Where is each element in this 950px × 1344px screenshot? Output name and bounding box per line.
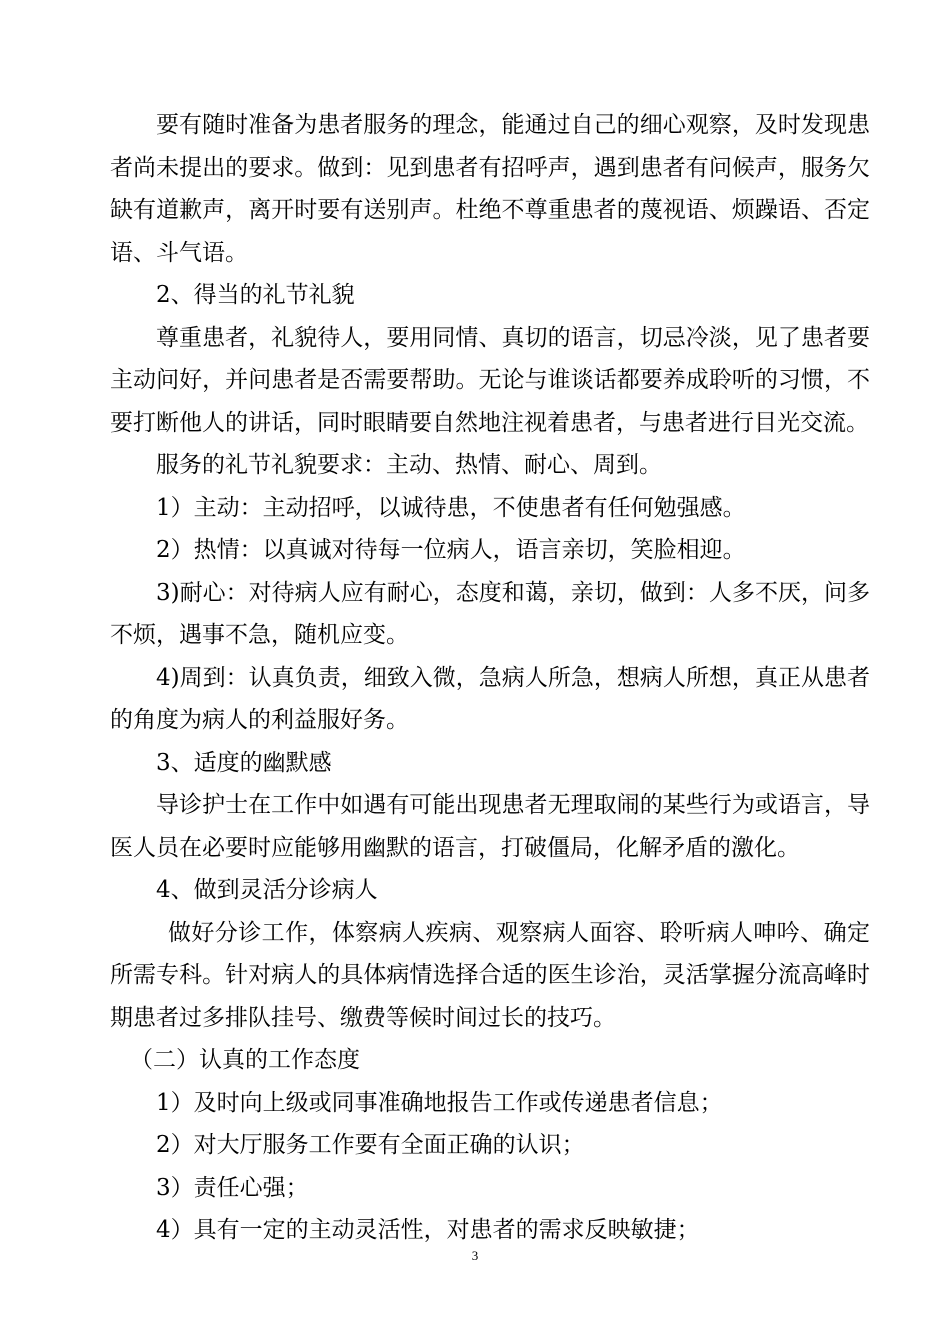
heading-humor: 3、适度的幽默感 [156,749,332,776]
list-item-responsibility: 3）责任心强； [156,1174,309,1201]
document-body [110,104,870,1252]
page-number: 3 [471,1248,479,1263]
paragraph-respect-patients: 尊重患者，礼貌待人，要用同情、真切的语言，切忌冷淡，见了患者要主动问好，并问患者是否需要帮助。无论与谁谈话都要养成聆听的习惯，不要打断他人的讲话，同时眼睛要自然地注视着患者，与患者进行目光交流。 [110,324,870,436]
list-item-proactive: 1）主动：主动招呼，以诚待患，不使患者有任何勉强感。 [156,494,746,521]
paragraph-humor: 导诊护士在工作中如遇有可能出现患者无理取闹的某些行为或语言，导医人员在必要时应能够用幽默的语言，打破僵局，化解矛盾的激化。 [110,792,870,861]
list-item-warmth: 2）热情：以真诚对待每一位病人，语言亲切，笑脸相迎。 [156,537,746,563]
list-item-patience: 3)耐心：对待病人应有耐心，态度和蔼，亲切，做到：人多不厌，问多不烦，遇事不急，随机应变。 [110,579,870,648]
heading-triage: 4、做到灵活分诊病人 [156,877,378,903]
paragraph-courtesy-requirements: 服务的礼节礼貌要求：主动、热情、耐心、周到。 [156,452,662,478]
list-item-report: 1）及时向上级或同事准确地报告工作或传递患者信息； [156,1089,723,1116]
heading-work-attitude: （二）认真的工作态度 [130,1047,360,1073]
list-item-thoughtful: 4)周到：认真负责，细致入微，急病人所急，想病人所想，真正从患者的角度为病人的利益服好务。 [110,664,870,733]
list-item-flexibility: 4）具有一定的主动灵活性，对患者的需求反映敏捷； [156,1217,700,1243]
paragraph-service-concept: 要有随时准备为患者服务的理念，能通过自己的细心观察，及时发现患者尚未提出的要求。做到：见到患者有招呼声，遇到患者有问候声，服务欠缺有道歉声，离开时要有送别声。杜绝不尊重患者的蔑视语、烦躁语、否定语、斗气语。 [110,112,870,266]
paragraph-triage: 做好分诊工作，体察病人疾病、观察病人面容、聆听病人呻吟、确定所需专科。针对病人的具体病情选择合适的医生诊治，灵活掌握分流高峰时期患者过多排队挂号、缴费等候时间过长的技巧。 [110,919,870,1031]
heading-courtesy: 2、得当的礼节礼貌 [156,282,355,308]
list-item-understanding: 2）对大厅服务工作要有全面正确的认识； [156,1132,585,1158]
